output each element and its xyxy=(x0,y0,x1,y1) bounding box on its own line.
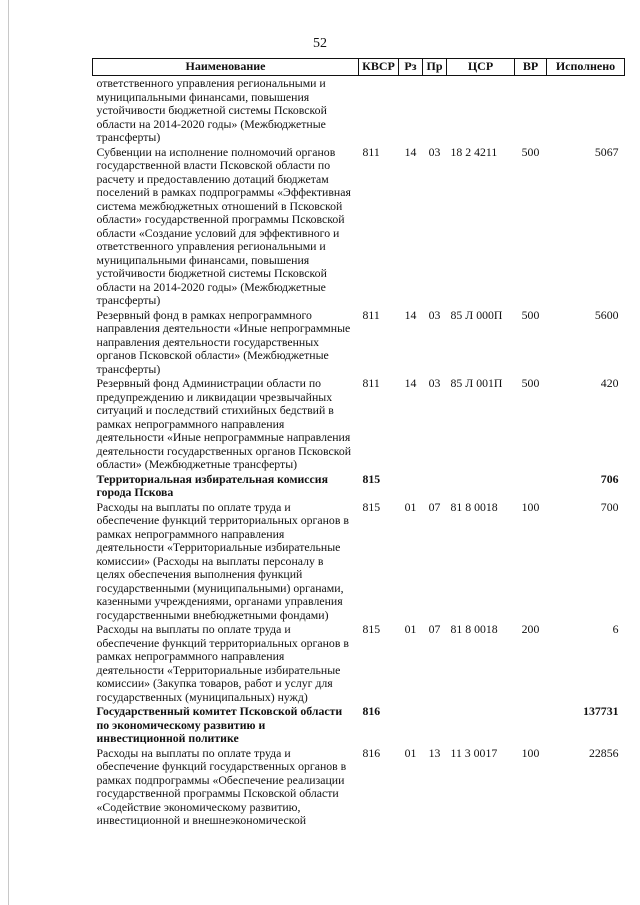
table-row xyxy=(93,746,625,828)
header-pr: Пр xyxy=(423,59,447,76)
table-row xyxy=(93,76,625,145)
cell-kvsr: 811 xyxy=(362,376,380,390)
scan-edge-line xyxy=(8,0,9,905)
cell-rz: 14 xyxy=(404,376,417,390)
cell-csr xyxy=(447,472,515,500)
cell-name: Субвенции на исполнение полномочий органов государственной власти Псковской области по расчету и предоставлению дотаций бюджетам поселений в рамках подпрограммы «Эффективная система межбюджетных отношений в Псковской области» государственной программы Псковской области «Создание условий для эффективного и ответственного управления региональными и муниципальными финансами, повышения устойчивости бюджетной системы Псковской области на 2014-2020 годы» (Межбюджетные трансферты) xyxy=(96,144,351,307)
cell-pr: 13 xyxy=(428,745,441,760)
cell-vr: 500 xyxy=(521,307,540,322)
cell-vr: 200 xyxy=(521,622,540,636)
header-isp: Исполнено xyxy=(547,59,625,76)
cell-rz: 01 xyxy=(404,622,417,636)
cell-name: Расходы на выплаты по оплате труда и обеспечение функций территориальных органов в рамках непрограммного направления деятельности «Территориальные избирательные комиссии» (Закупка товаров, работ и услуг для государственных (муниципальных) нужд) xyxy=(96,622,349,704)
cell-pr: 03 xyxy=(428,144,441,159)
cell-name: Расходы на выплаты по оплате труда и обеспечение функций государственных органов в рамках подпрограммы «Обеспечение реализации государственной программы Псковской области «Содействие экономическому развитию, инвестиционной и внешнеэкономической xyxy=(96,745,347,827)
cell-kvsr xyxy=(359,76,399,145)
cell-vr xyxy=(515,704,547,746)
table-row xyxy=(93,500,625,623)
cell-rz xyxy=(399,704,423,746)
cell-kvsr: 811 xyxy=(362,144,380,159)
cell-rz: 01 xyxy=(404,499,417,514)
cell-rz xyxy=(399,76,423,145)
cell-rz: 01 xyxy=(404,745,417,760)
header-kvsr: КВСР xyxy=(359,59,399,76)
cell-vr: 100 xyxy=(521,499,540,514)
header-vr: ВР xyxy=(515,59,547,76)
cell-name: Резервный фонд в рамках непрограммного направления деятельности «Иные непрограммные направления деятельности государственных органов Псковской области» (Межбюджетные трансферты) xyxy=(96,307,351,376)
cell-rz xyxy=(399,472,423,500)
cell-pr xyxy=(423,76,447,145)
cell-isp: 6 xyxy=(612,622,619,636)
cell-kvsr: 815 xyxy=(362,622,381,636)
cell-csr: 81 8 0018 xyxy=(450,622,498,636)
cell-csr xyxy=(447,704,515,746)
table-row-department xyxy=(93,704,625,746)
cell-isp: 22856 xyxy=(589,745,619,760)
cell-name: Резервный фонд Администрации области по предупреждению и ликвидации чрезвычайных ситуаций и последствий стихийных бедствий в рамках непрограммного направления деятельности «Иные непрограммные направления деятельности государственных органов Псковской области» (Межбюджетные трансферты) xyxy=(96,376,352,471)
cell-vr: 500 xyxy=(521,144,540,159)
table-header xyxy=(93,59,625,76)
header-rz: Рз xyxy=(399,59,423,76)
cell-name: ответственного управления региональными и муниципальными финансами, повышения устойчивости бюджетной системы Псковской области на 2014-2020 годы» (Межбюджетные трансферты) xyxy=(96,76,327,144)
cell-csr: 85 Л 001П xyxy=(450,376,503,390)
cell-kvsr: 811 xyxy=(362,307,380,322)
cell-kvsr: 815 xyxy=(362,499,381,514)
cell-isp xyxy=(547,76,625,145)
cell-isp: 420 xyxy=(600,376,619,390)
page-number: 52 xyxy=(313,36,327,51)
cell-vr xyxy=(515,472,547,500)
table-row xyxy=(93,622,625,704)
cell-name: Расходы на выплаты по оплате труда и обеспечение функций территориальных органов в рамках непрограммного направления деятельности «Территориальные избирательные комиссии» (Расходы на выплаты персоналу в целях обеспечения выполнения функций государственными (муниципальными) органами, казенными учреждениями, органами управления государственными внебюджетными фондами) xyxy=(96,499,349,622)
cell-vr: 500 xyxy=(521,376,540,390)
cell-csr: 11 3 0017 xyxy=(450,745,498,760)
cell-vr xyxy=(515,76,547,145)
budget-table-container xyxy=(92,58,624,828)
header-csr: ЦСР xyxy=(447,59,515,76)
cell-csr xyxy=(447,76,515,145)
cell-kvsr: 816 xyxy=(362,745,381,760)
cell-pr: 07 xyxy=(428,622,441,636)
cell-isp: 137731 xyxy=(583,704,619,718)
table-body xyxy=(93,76,625,828)
table-row xyxy=(93,308,625,377)
cell-csr: 81 8 0018 xyxy=(450,499,498,514)
cell-rz: 14 xyxy=(404,144,417,159)
cell-csr: 18 2 4211 xyxy=(450,144,498,159)
header-name: Наименование xyxy=(93,59,359,76)
cell-isp: 5067 xyxy=(594,144,619,159)
cell-kvsr: 816 xyxy=(362,704,381,718)
cell-isp: 700 xyxy=(600,499,619,514)
cell-pr: 03 xyxy=(428,307,441,322)
cell-vr: 100 xyxy=(521,745,540,760)
cell-isp: 706 xyxy=(600,471,619,486)
cell-pr: 07 xyxy=(428,499,441,514)
table-row xyxy=(93,145,625,308)
cell-rz: 14 xyxy=(404,307,417,322)
cell-pr xyxy=(423,472,447,500)
cell-csr: 85 Л 000П xyxy=(450,307,503,322)
header-row xyxy=(93,59,625,76)
table-row xyxy=(93,376,625,472)
cell-isp: 5600 xyxy=(594,307,619,322)
cell-pr xyxy=(423,704,447,746)
cell-pr: 03 xyxy=(428,376,441,390)
table-row-department xyxy=(93,472,625,500)
budget-table xyxy=(92,58,625,828)
cell-name: Территориальная избирательная комиссия города Пскова xyxy=(96,471,328,499)
cell-kvsr: 815 xyxy=(362,471,381,486)
cell-name: Государственный комитет Псковской области по экономическому развитию и инвестиционной политике xyxy=(96,704,343,745)
